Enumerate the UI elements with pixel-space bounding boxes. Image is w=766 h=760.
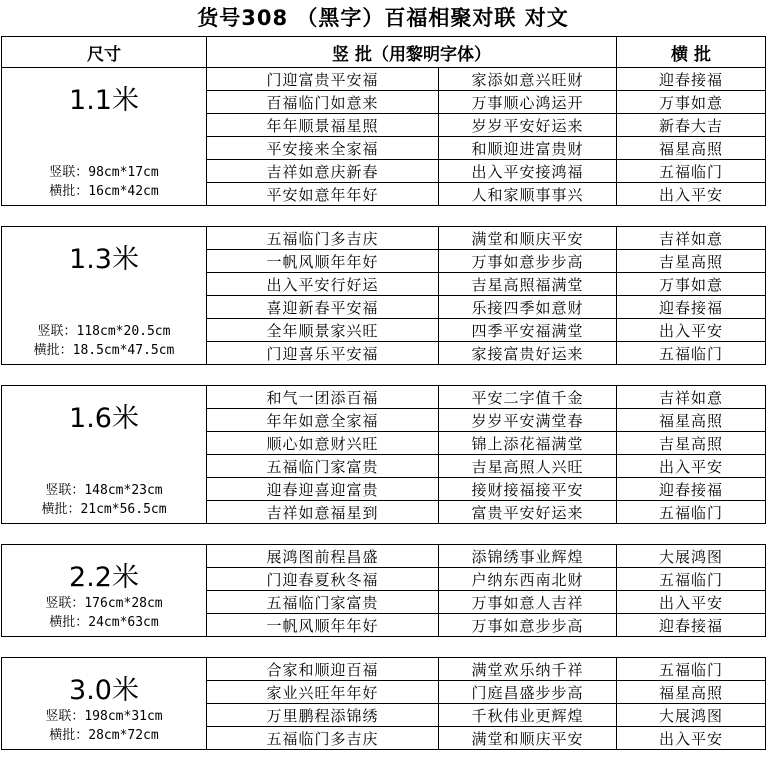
lower-couplet: 家添如意兴旺财 <box>439 68 617 91</box>
lower-couplet: 四季平安福满堂 <box>439 319 617 342</box>
header-vertical: 竖 批（用黎明字体） <box>207 37 617 68</box>
upper-couplet: 百福临门如意来 <box>207 91 439 114</box>
horizontal-scroll: 大展鸿图 <box>617 704 766 727</box>
dim-vertical: 竖联：148cm*23cm <box>45 483 163 498</box>
size-cell <box>2 227 207 365</box>
upper-couplet: 吉祥如意庆新春 <box>207 160 439 183</box>
header-size: 尺寸 <box>2 37 207 68</box>
upper-couplet: 万里鹏程添锦绣 <box>207 704 439 727</box>
size-label: 1.3米 <box>69 244 139 275</box>
dim-horizontal: 横批：18.5cm*47.5cm <box>33 343 175 358</box>
horizontal-scroll: 五福临门 <box>617 658 766 681</box>
lower-couplet: 满堂欢乐纳千祥 <box>439 658 617 681</box>
table-row <box>2 658 766 681</box>
upper-couplet: 迎春迎喜迎富贵 <box>207 478 439 501</box>
horizontal-scroll: 出入平安 <box>617 455 766 478</box>
dim-vertical: 竖联：176cm*28cm <box>45 596 163 611</box>
dimensions <box>2 481 206 519</box>
lower-couplet: 万事如意人吉祥 <box>439 591 617 614</box>
size-label: 3.0米 <box>69 675 139 706</box>
spacer-cell <box>2 524 766 545</box>
horizontal-scroll: 大展鸿图 <box>617 545 766 568</box>
upper-couplet: 五福临门家富贵 <box>207 591 439 614</box>
header-row <box>2 37 766 68</box>
lower-couplet: 和顺迎进富贵财 <box>439 137 617 160</box>
lower-couplet: 锦上添花福满堂 <box>439 432 617 455</box>
horizontal-scroll: 万事如意 <box>617 273 766 296</box>
header-horizontal: 横 批 <box>617 37 766 68</box>
group-spacer <box>2 637 766 658</box>
page-title: 货号308 （黑字）百福相聚对联 对文 <box>197 6 569 30</box>
lower-couplet: 岁岁平安好运来 <box>439 114 617 137</box>
upper-couplet: 平安接来全家福 <box>207 137 439 160</box>
dim-horizontal: 横批：28cm*72cm <box>49 728 159 743</box>
lower-couplet: 富贵平安好运来 <box>439 501 617 524</box>
upper-couplet: 年年顺景福星照 <box>207 114 439 137</box>
upper-couplet: 一帆风顺年年好 <box>207 614 439 637</box>
upper-couplet: 和气一团添百福 <box>207 386 439 409</box>
lower-couplet: 满堂和顺庆平安 <box>439 227 617 250</box>
horizontal-scroll: 吉星高照 <box>617 250 766 273</box>
lower-couplet: 万事如意步步高 <box>439 614 617 637</box>
upper-couplet: 出入平安行好运 <box>207 273 439 296</box>
horizontal-scroll: 迎春接福 <box>617 478 766 501</box>
table-row <box>2 227 766 250</box>
spacer-cell <box>2 637 766 658</box>
horizontal-scroll: 五福临门 <box>617 160 766 183</box>
table-row <box>2 386 766 409</box>
horizontal-scroll: 吉星高照 <box>617 432 766 455</box>
table-row <box>2 68 766 91</box>
upper-couplet: 展鸿图前程昌盛 <box>207 545 439 568</box>
upper-couplet: 全年顺景家兴旺 <box>207 319 439 342</box>
upper-couplet: 合家和顺迎百福 <box>207 658 439 681</box>
upper-couplet: 顺心如意财兴旺 <box>207 432 439 455</box>
size-cell <box>2 386 207 524</box>
dimensions <box>2 163 206 201</box>
upper-couplet: 五福临门多吉庆 <box>207 227 439 250</box>
lower-couplet: 吉星高照福满堂 <box>439 273 617 296</box>
size-label: 1.1米 <box>69 85 139 116</box>
horizontal-scroll: 万事如意 <box>617 91 766 114</box>
dimensions <box>2 594 206 632</box>
lower-couplet: 乐接四季如意财 <box>439 296 617 319</box>
size-label: 2.2米 <box>69 562 139 593</box>
horizontal-scroll: 迎春接福 <box>617 614 766 637</box>
lower-couplet: 户纳东西南北财 <box>439 568 617 591</box>
horizontal-scroll: 五福临门 <box>617 342 766 365</box>
spacer-cell <box>2 206 766 227</box>
dim-vertical: 竖联：118cm*20.5cm <box>37 324 171 339</box>
upper-couplet: 平安如意年年好 <box>207 183 439 206</box>
size-label: 1.6米 <box>69 403 139 434</box>
spacer-cell <box>2 365 766 386</box>
size-cell <box>2 545 207 637</box>
lower-couplet: 万事如意步步高 <box>439 250 617 273</box>
dim-horizontal: 横批：16cm*42cm <box>49 184 159 199</box>
horizontal-scroll: 吉祥如意 <box>617 386 766 409</box>
upper-couplet: 门迎富贵平安福 <box>207 68 439 91</box>
upper-couplet: 门迎春夏秋冬福 <box>207 568 439 591</box>
horizontal-scroll: 吉祥如意 <box>617 227 766 250</box>
dimensions <box>2 707 206 745</box>
upper-couplet: 喜迎新春平安福 <box>207 296 439 319</box>
upper-couplet: 门迎喜乐平安福 <box>207 342 439 365</box>
upper-couplet: 吉祥如意福星到 <box>207 501 439 524</box>
lower-couplet: 岁岁平安满堂春 <box>439 409 617 432</box>
lower-couplet: 平安二字值千金 <box>439 386 617 409</box>
lower-couplet: 添锦绣事业辉煌 <box>439 545 617 568</box>
lower-couplet: 千秋伟业更辉煌 <box>439 704 617 727</box>
lower-couplet: 万事顺心鸿运开 <box>439 91 617 114</box>
upper-couplet: 五福临门多吉庆 <box>207 727 439 750</box>
lower-couplet: 吉星高照人兴旺 <box>439 455 617 478</box>
horizontal-scroll: 福星高照 <box>617 681 766 704</box>
horizontal-scroll: 五福临门 <box>617 568 766 591</box>
horizontal-scroll: 新春大吉 <box>617 114 766 137</box>
dim-vertical: 竖联：198cm*31cm <box>45 709 163 724</box>
lower-couplet: 出入平安接鸿福 <box>439 160 617 183</box>
upper-couplet: 年年如意全家福 <box>207 409 439 432</box>
upper-couplet: 家业兴旺年年好 <box>207 681 439 704</box>
horizontal-scroll: 出入平安 <box>617 319 766 342</box>
size-cell <box>2 68 207 206</box>
horizontal-scroll: 福星高照 <box>617 137 766 160</box>
horizontal-scroll: 出入平安 <box>617 183 766 206</box>
lower-couplet: 接财接福接平安 <box>439 478 617 501</box>
horizontal-scroll: 出入平安 <box>617 591 766 614</box>
horizontal-scroll: 迎春接福 <box>617 68 766 91</box>
horizontal-scroll: 五福临门 <box>617 501 766 524</box>
lower-couplet: 家接富贵好运来 <box>439 342 617 365</box>
upper-couplet: 一帆风顺年年好 <box>207 250 439 273</box>
group-spacer <box>2 524 766 545</box>
lower-couplet: 人和家顺事事兴 <box>439 183 617 206</box>
dim-horizontal: 横批：24cm*63cm <box>49 615 159 630</box>
lower-couplet: 满堂和顺庆平安 <box>439 727 617 750</box>
lower-couplet: 门庭昌盛步步高 <box>439 681 617 704</box>
horizontal-scroll: 迎春接福 <box>617 296 766 319</box>
group-spacer <box>2 365 766 386</box>
couplet-table <box>1 36 766 750</box>
horizontal-scroll: 福星高照 <box>617 409 766 432</box>
dim-vertical: 竖联：98cm*17cm <box>49 165 159 180</box>
dim-horizontal: 横批：21cm*56.5cm <box>41 502 167 517</box>
upper-couplet: 五福临门家富贵 <box>207 455 439 478</box>
group-spacer <box>2 206 766 227</box>
size-cell <box>2 658 207 750</box>
dimensions <box>2 322 206 360</box>
table-row <box>2 545 766 568</box>
horizontal-scroll: 出入平安 <box>617 727 766 750</box>
